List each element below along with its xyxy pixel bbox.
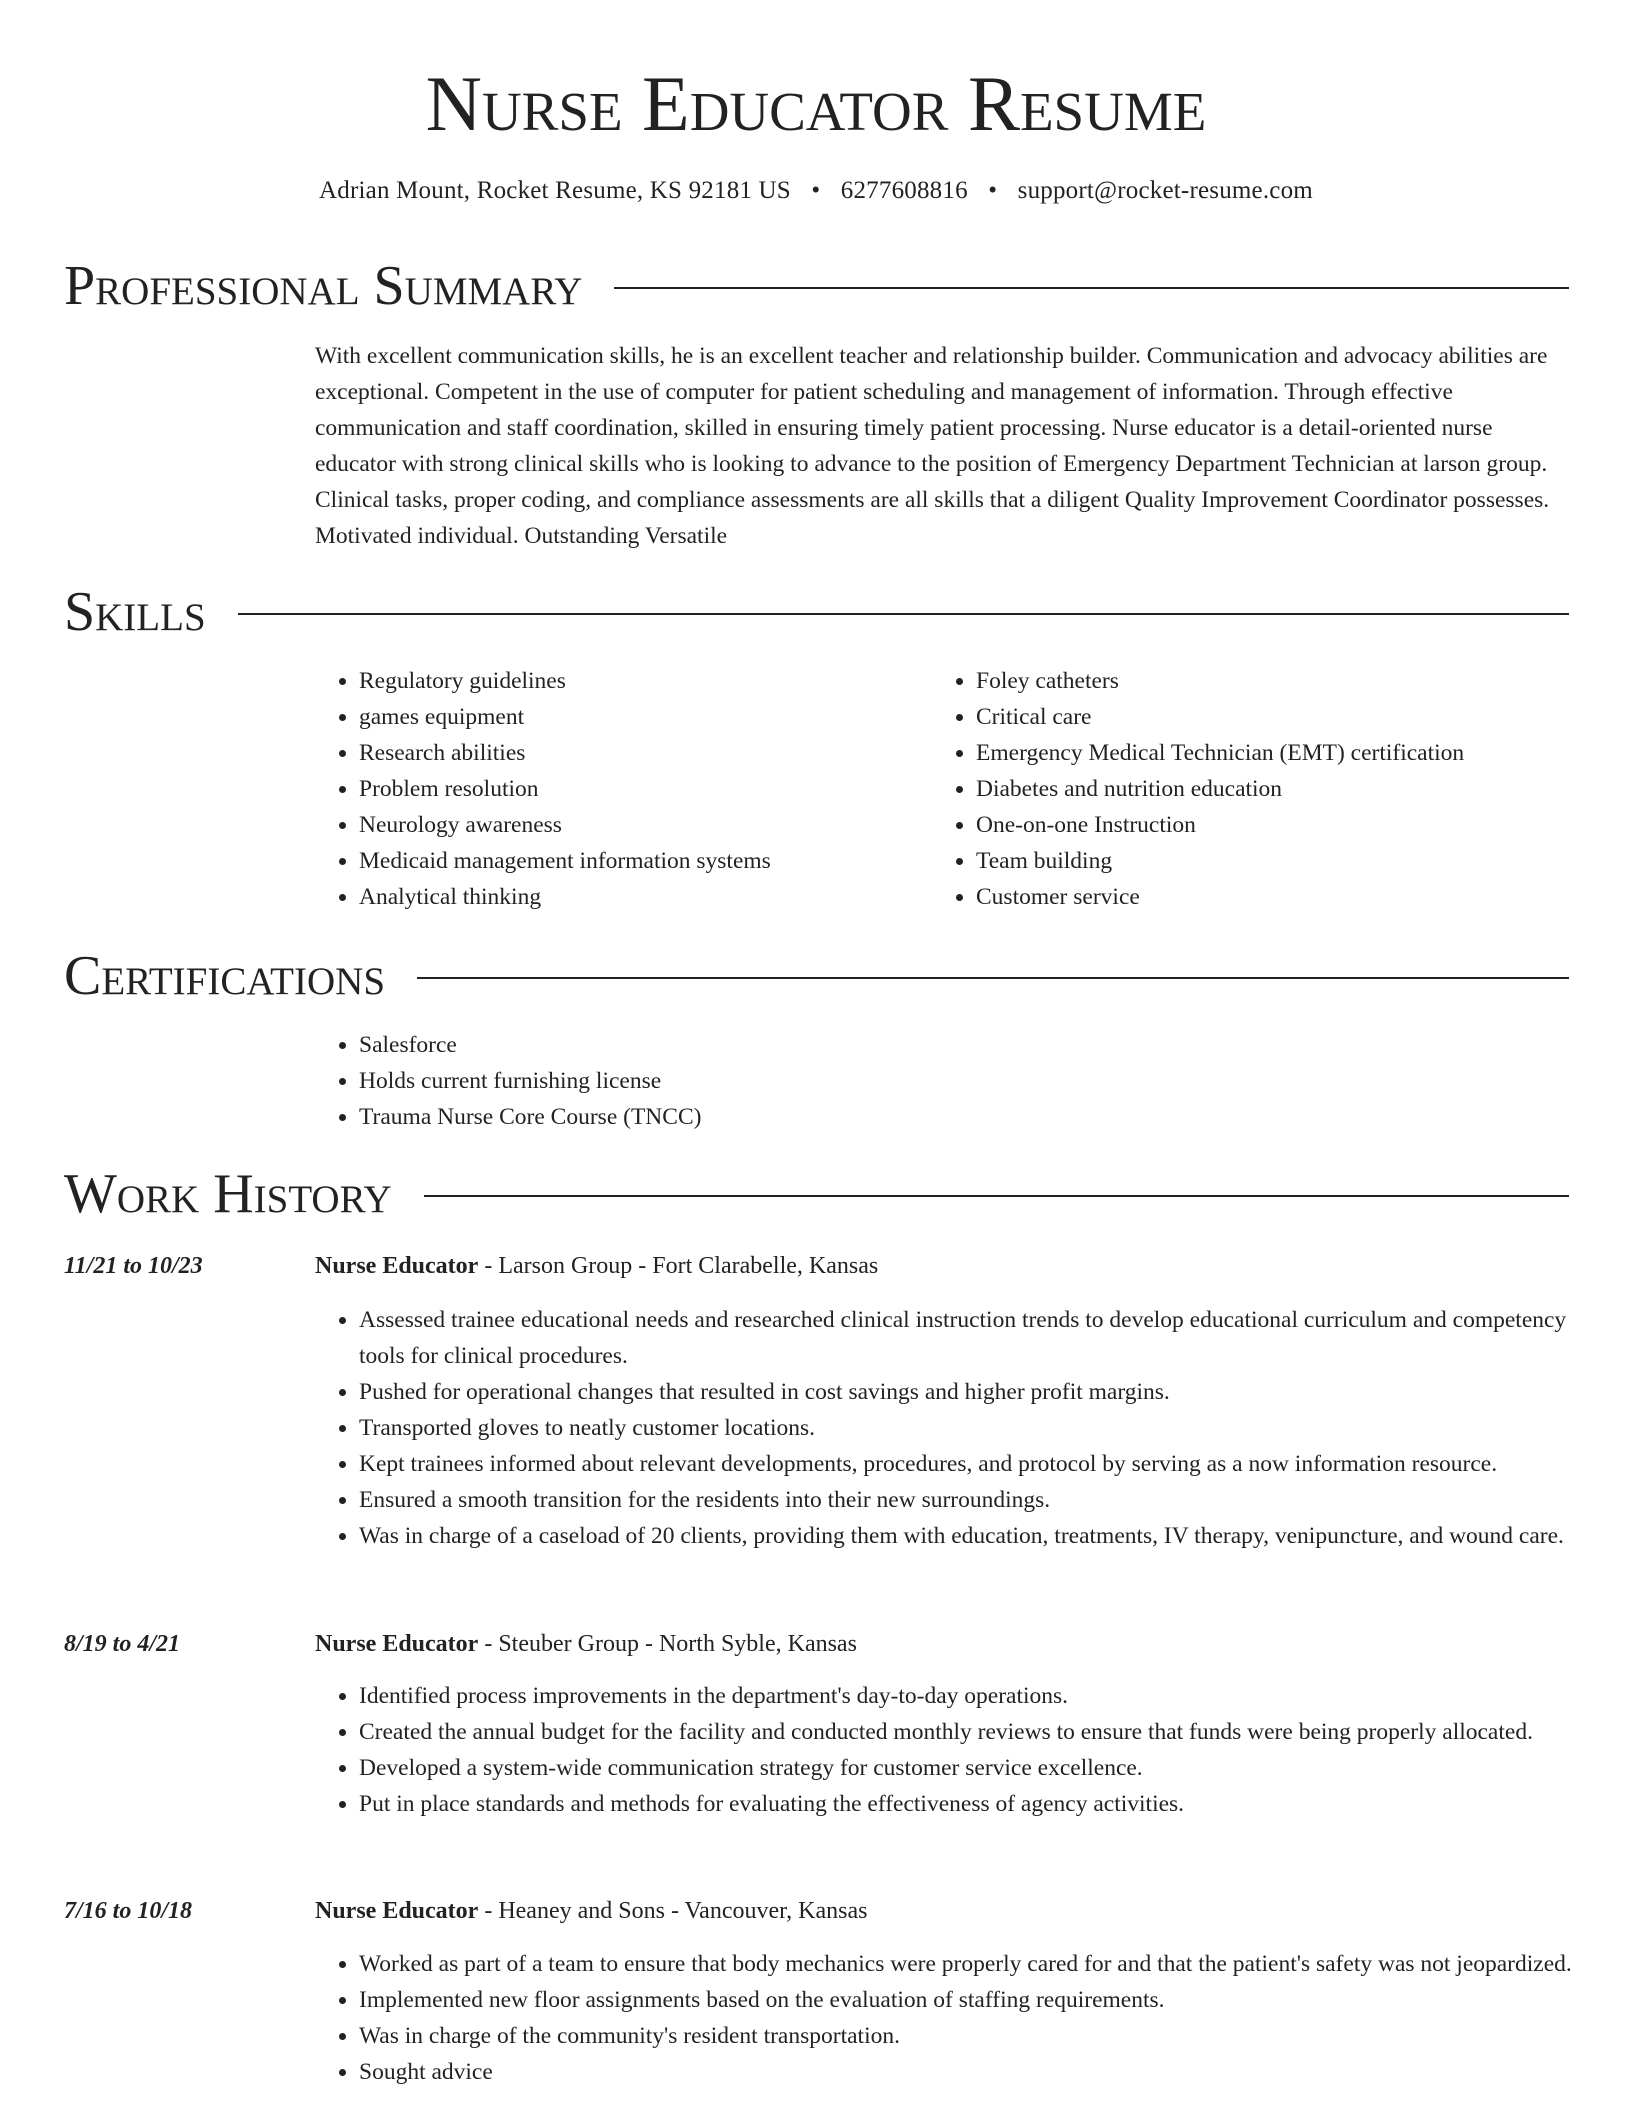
contact-separator: • (988, 177, 998, 204)
skill-item: • games equipment (359, 699, 915, 735)
skill-item: • Emergency Medical Technician (EMT) certification (976, 735, 1572, 771)
certification-item: • Salesforce (359, 1027, 1569, 1063)
skills-list-left (315, 663, 915, 915)
job-title: Nurse Educator (315, 1898, 479, 1924)
skill-item: • Team building (976, 843, 1572, 879)
section-title-work-history: Work History (64, 1163, 392, 1225)
job-bullet: • Kept trainees informed about relevant developments, procedures, and protocol by serving as a now information resource. (359, 1446, 1575, 1482)
contact-separator: • (811, 177, 821, 204)
job-bullet: • Implemented new floor assignments based on the evaluation of staffing requirements. (359, 1982, 1575, 2018)
skill-item: • Neurology awareness (359, 807, 915, 843)
contact-email[interactable]: support@rocket-resume.com (1017, 177, 1313, 204)
page-title: Nurse Educator Resume (425, 60, 1207, 147)
job-bullet: • Ensured a smooth transition for the residents into their new surroundings. (359, 1482, 1575, 1518)
certification-item: • Holds current furnishing license (359, 1063, 1569, 1099)
job-dates: 7/16 to 10/18 (64, 1898, 193, 1924)
skill-item: • Regulatory guidelines (359, 663, 915, 699)
section-header-skills (64, 580, 1569, 644)
job-details: - Steuber Group - North Syble, Kansas (478, 1631, 857, 1657)
job-dates: 11/21 to 10/23 (64, 1253, 203, 1279)
skill-item: • Problem resolution (359, 771, 915, 807)
job-heading (315, 1893, 867, 1929)
job-bullet: • Pushed for operational changes that resulted in cost savings and higher profit margins. (359, 1374, 1575, 1410)
job-bullet: • Worked as part of a team to ensure that body mechanics were properly cared for and that the patient's safety was not jeopardized. (359, 1946, 1575, 1982)
contact-phone: 6277608816 (840, 177, 968, 204)
skills-list-right (932, 663, 1572, 915)
section-divider (238, 613, 1569, 615)
skill-item: • One-on-one Instruction (976, 807, 1572, 843)
skill-item: • Research abilities (359, 735, 915, 771)
job-details: - Larson Group - Fort Clarabelle, Kansas (478, 1253, 879, 1279)
job-title: Nurse Educator (315, 1253, 479, 1279)
job-bullet: • Was in charge of the community's resident transportation. (359, 2018, 1575, 2054)
section-divider (424, 1195, 1569, 1197)
section-divider (614, 287, 1569, 289)
certifications-list (315, 1027, 1569, 1135)
job-bullets (315, 1946, 1575, 2090)
contact-address: Adrian Mount, Rocket Resume, KS 92181 US (319, 177, 791, 204)
job-bullets (315, 1302, 1575, 1554)
skills-column-left (315, 663, 915, 915)
certifications-block (315, 1027, 1569, 1135)
job-bullet: • Assessed trainee educational needs and researched clinical instruction trends to develop educational curriculum and competency tools for clinical procedures. (359, 1302, 1575, 1374)
job-bullet: • Created the annual budget for the facility and conducted monthly reviews to ensure that funds were being properly allocated. (359, 1714, 1575, 1750)
section-title-summary: Professional Summary (64, 255, 583, 317)
skill-item: • Medicaid management information systems (359, 843, 915, 879)
job-heading (315, 1626, 857, 1662)
section-title-certifications: Certifications (64, 945, 386, 1007)
section-header-certifications (64, 944, 1569, 1008)
skill-item: • Diabetes and nutrition education (976, 771, 1572, 807)
certification-item: • Trauma Nurse Core Course (TNCC) (359, 1099, 1569, 1135)
skill-item: • Analytical thinking (359, 879, 915, 915)
job-bullets (315, 1678, 1575, 1822)
section-header-summary (64, 254, 1569, 318)
section-title-skills: Skills (64, 581, 206, 643)
skill-item: • Customer service (976, 879, 1572, 915)
job-bullet: • Was in charge of a caseload of 20 clients, providing them with education, treatments, IV therapy, venipuncture, and wound care. (359, 1518, 1575, 1554)
skills-column-right (932, 663, 1572, 915)
job-bullet: • Developed a system-wide communication strategy for customer service excellence. (359, 1750, 1575, 1786)
section-divider (417, 977, 1569, 979)
contact-line (0, 174, 1632, 208)
job-bullet: • Sought advice (359, 2054, 1575, 2090)
job-bullet: • Transported gloves to neatly customer locations. (359, 1410, 1575, 1446)
job-title: Nurse Educator (315, 1631, 479, 1657)
section-header-work-history (64, 1162, 1569, 1226)
skill-item: • Foley catheters (976, 663, 1572, 699)
job-details: - Heaney and Sons - Vancouver, Kansas (478, 1898, 868, 1924)
job-dates: 8/19 to 4/21 (64, 1631, 181, 1657)
skill-item: • Critical care (976, 699, 1572, 735)
summary-text: With excellent communication skills, he is an excellent teacher and relationship builder. Communication and advocacy abilities are exceptional. Competent in the use of computer for patient scheduling and management of information. Through effective communication and staff coordination, skilled in ensuring timely patient processing. Nurse educator is a detail-oriented nurse educator with strong clinical skills who is looking to advance to the position of Emergency Department Technician at larson group. Clinical tasks, proper coding, and compliance assessments are all skills that a diligent Quality Improvement Coordinator possesses. Motivated individual. Outstanding Versatile (315, 343, 1550, 549)
job-heading (315, 1248, 878, 1284)
job-bullet: • Identified process improvements in the department's day-to-day operations. (359, 1678, 1575, 1714)
job-bullet: • Put in place standards and methods for evaluating the effectiveness of agency activities. (359, 1786, 1575, 1822)
